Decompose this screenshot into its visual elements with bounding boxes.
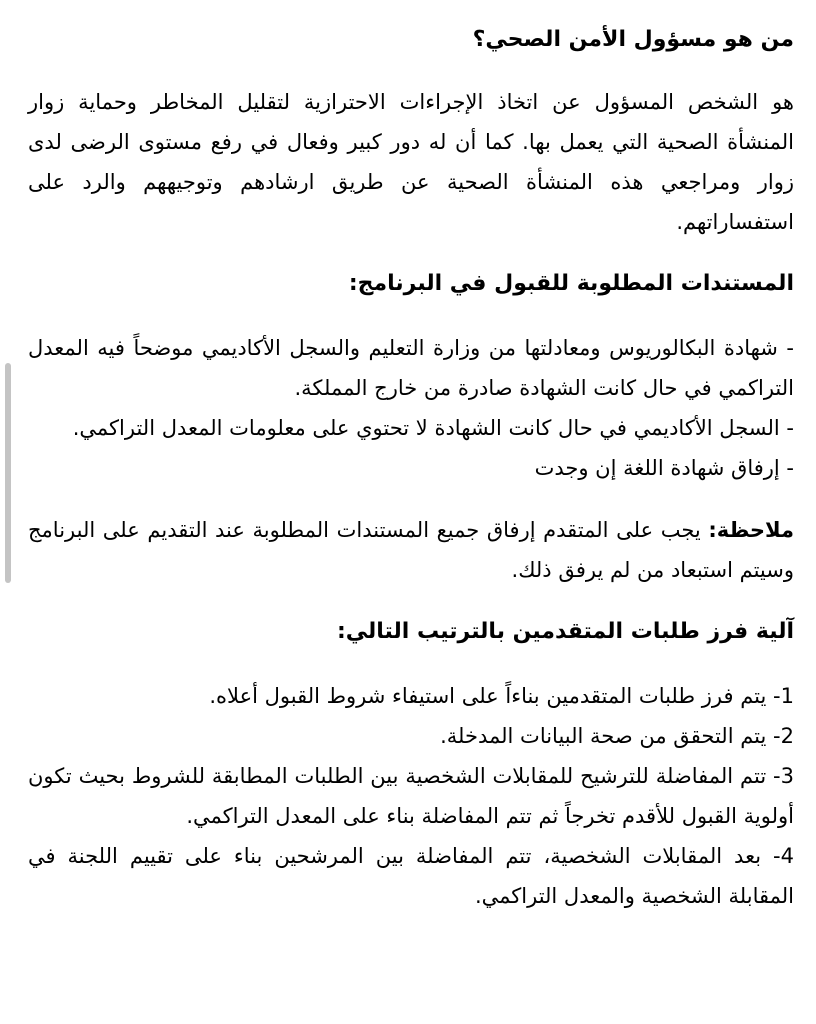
heading-required-documents: المستندات المطلوبة للقبول في البرنامج: [348,271,794,296]
document-content [28,20,794,916]
list-item-sorting-4: 4- بعد المقابلات الشخصية، تتم المفاضلة بين المرشحين بناء على تقييم اللجنة في المقابلة الشخصية والمعدل التراكمي. [28,844,794,908]
note-label: ملاحظة: [708,518,794,542]
list-item-documents-3: - إرفاق شهادة اللغة إن وجدت [534,456,794,480]
note-text: يجب على المتقدم إرفاق جميع المستندات المطلوبة عند التقديم على البرنامج وسيتم استبعاد من لم يرفق ذلك. [28,518,794,582]
heading-sorting-mechanism: آلية فرز طلبات المتقدمين بالترتيب التالي: [336,619,794,644]
paragraph-officer-definition: هو الشخص المسؤول عن اتخاذ الإجراءات الاحترازية لتقليل المخاطر وحماية زوار المنشأة الصحية التي يعمل بها. كما أن له دور كبير وفعال في رفع مستوى الرضى لدى زوار ومراجعي هذه المنشأة الصحية عن طريق ارشادهم وتوجيههم والرد على استفساراتهم. [28,90,794,234]
list-item-sorting-2: 2- يتم التحقق من صحة البيانات المدخلة. [440,724,794,748]
list-item-sorting-3: 3- تتم المفاضلة للترشيح للمقابلات الشخصية بين الطلبات المطابقة للشروط بحيث تكون أولوية القبول للأقدم تخرجاً ثم تتم المفاضلة بناء على المعدل التراكمي. [28,764,794,828]
list-item-documents-2: - السجل الأكاديمي في حال كانت الشهادة لا تحتوي على معلومات المعدل التراكمي. [72,416,794,440]
list-item-documents-1: - شهادة البكالوريوس ومعادلتها من وزارة التعليم والسجل الأكاديمي موضحاً فيه المعدل التراكمي في حال كانت الشهادة صادرة من خارج المملكة. [28,336,794,400]
scrollbar-indicator[interactable] [5,363,11,583]
list-item-sorting-1: 1- يتم فرز طلبات المتقدمين بناءاً على استيفاء شروط القبول أعلاه. [209,684,794,708]
heading-health-security-officer: من هو مسؤول الأمن الصحي؟ [472,27,794,52]
note-paragraph [28,510,794,590]
